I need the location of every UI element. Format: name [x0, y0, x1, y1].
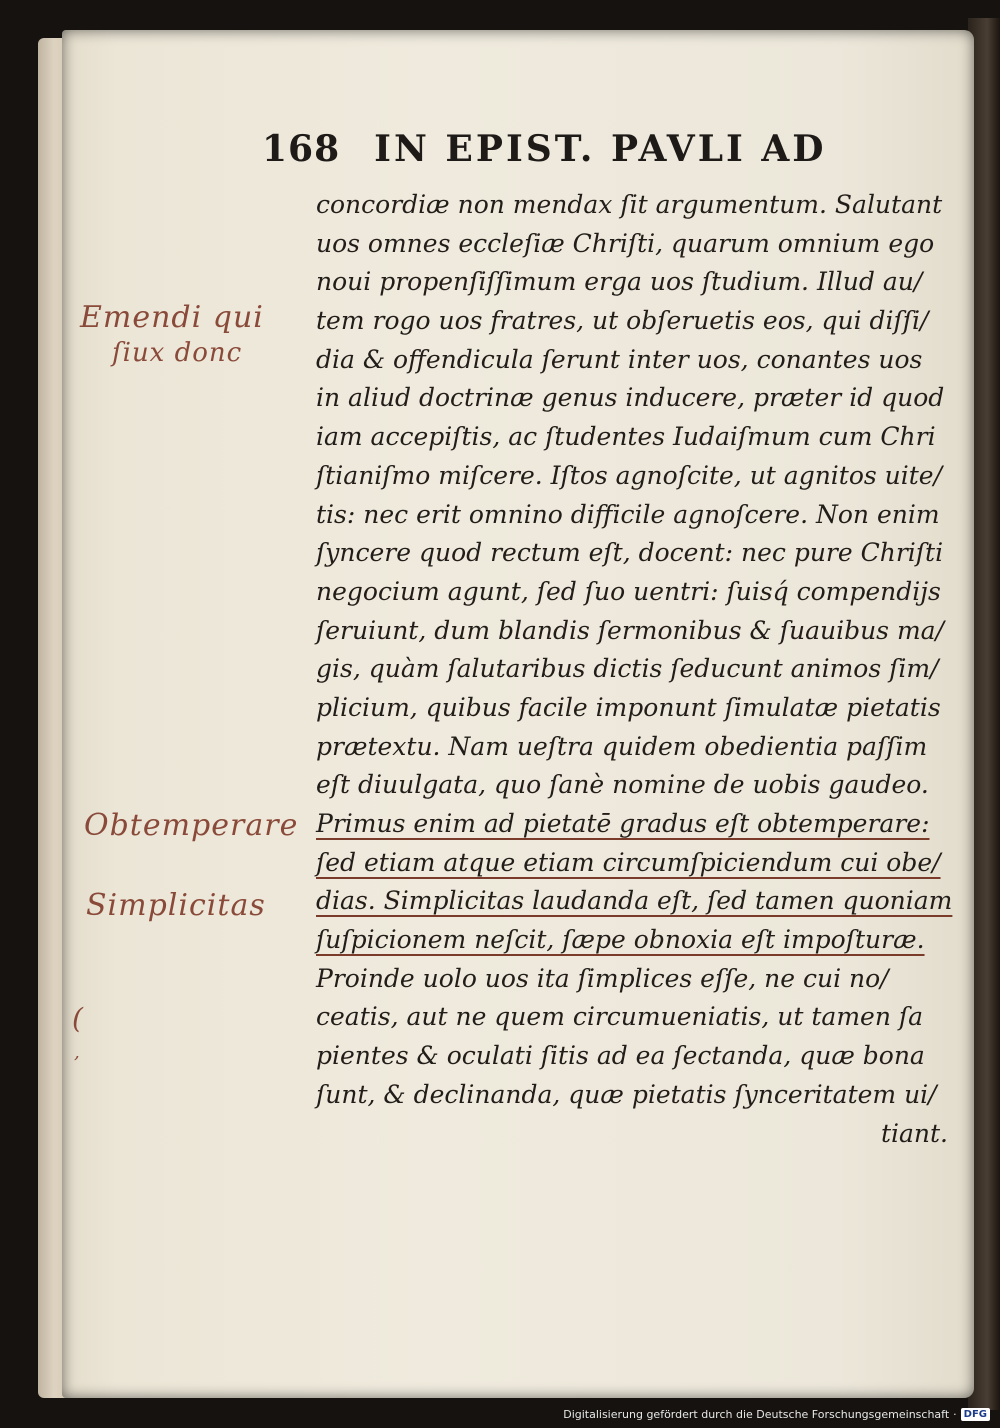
underlined-text-line: Primus enim ad pietatē gradus eſt obtemperare: [316, 809, 930, 838]
margin-annotation: Simplicitas [86, 888, 266, 923]
header-title: IN EPIST. PAVLI AD [374, 128, 827, 170]
text-line: tis: nec erit omnino difficile agnoſcere. Non enim [316, 499, 940, 529]
text-line: ſunt, & declinanda, quæ pietatis ſynceritatem ui/ [316, 1079, 937, 1109]
margin-annotation: Obtemperare [84, 808, 299, 843]
text-line: Proinde uolo uos ita ſimplices eſſe, ne cui no/ [316, 963, 889, 993]
text-line: plicium, quibus facile imponunt ſimulatæ pietatis [316, 692, 941, 722]
text-line: gis, quàm ſalutaribus dictis ſeducunt animos ſim/ [316, 654, 939, 684]
underlined-text-line: ſed etiam atque etiam circumſpiciendum cui obe/ [316, 847, 941, 877]
text-line: prætextu. Nam ueſtra quidem obedientia paſſim [316, 731, 928, 761]
text-line: iam accepiſtis, ac ſtudentes Iudaiſmum cum Chri [316, 422, 936, 452]
margin-mark: ( [72, 1002, 83, 1035]
margin-annotation: Emendi qui [80, 300, 264, 335]
text-line: ſyncere quod rectum eſt, docent: nec pure Chriſti [316, 538, 944, 568]
text-line: ceatis, aut ne quem circumueniatis, ut tamen ſa [316, 1002, 924, 1032]
text-line: in aliud doctrinæ genus inducere, præter id quod [316, 383, 945, 413]
margin-annotation: ſiux donc [112, 338, 243, 368]
digitization-footer [563, 1404, 990, 1424]
main-text [316, 186, 956, 1153]
text-line: dia & offendicula ſerunt inter uos, conantes uos [316, 344, 923, 374]
text-line: noui propenſiſſimum erga uos ſtudium. Illud au/ [316, 267, 923, 297]
footer-separator: · [953, 1407, 957, 1421]
footer-text: Digitalisierung gefördert durch die Deutsche Forschungsgemeinschaft [563, 1407, 950, 1421]
text-line: eſt diuulgata, quo ſanè nomine de uobis gaudeo. [316, 770, 929, 800]
text-line: pientes & oculati ſitis ad ea ſectanda, quæ bona [316, 1041, 925, 1071]
dfg-logo: DFG [961, 1408, 990, 1421]
text-line: uos omnes eccleſiæ Chriſti, quarum omnium ego [316, 228, 935, 258]
text-line: ſeruiunt, dum blandis ſermonibus & ſuauibus ma/ [316, 615, 944, 645]
underlined-text-line: ſuſpicionem neſcit, ſæpe obnoxia eſt impoſturæ. [316, 925, 925, 955]
text-line: negocium agunt, ſed ſuo uentri: ſuisq́ compendijs [316, 576, 941, 606]
text-line-catchword: tiant. [880, 1118, 948, 1148]
running-header [262, 128, 862, 170]
page-number: 168 [262, 128, 341, 170]
text-line: concordiæ non mendax ſit argumentum. Salutant [316, 190, 943, 219]
underlined-text-line: dias. Simplicitas laudanda eſt, ſed tamen quoniam [316, 886, 953, 916]
text-line: tem rogo uos fratres, ut obſeruetis eos, qui diſſi/ [316, 306, 929, 336]
text-line: ſtianiſmo miſcere. Iſtos agnoſcite, ut agnitos uite/ [316, 460, 943, 490]
margin-mark: , [74, 1042, 80, 1063]
